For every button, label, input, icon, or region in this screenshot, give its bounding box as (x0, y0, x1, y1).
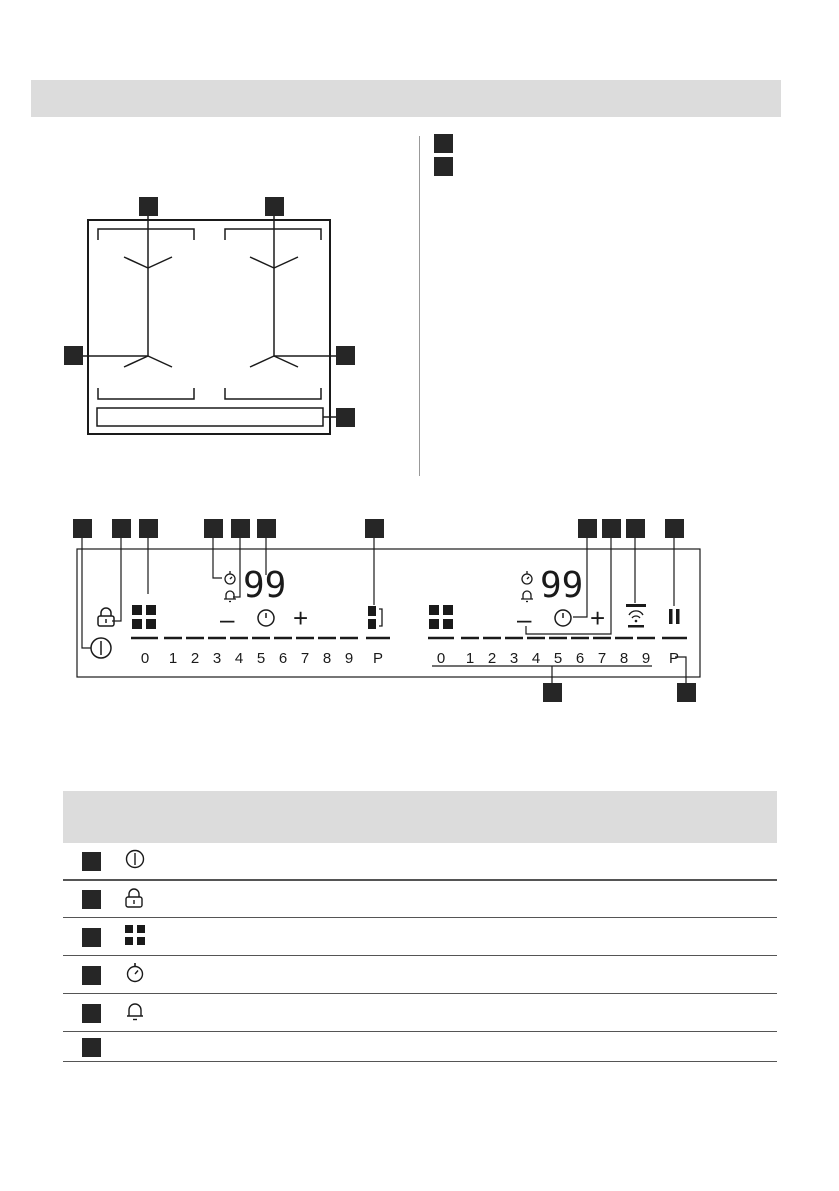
table-row-divider (63, 917, 777, 918)
table-marker (82, 1038, 101, 1057)
plus-button-left[interactable]: + (293, 603, 309, 633)
right-level-7[interactable]: 7 (597, 650, 607, 667)
right-level-0[interactable]: 0 (436, 650, 446, 667)
timer-display-left: 99 (243, 565, 287, 606)
right-level-p[interactable]: P (668, 650, 679, 667)
left-level-4[interactable]: 4 (234, 650, 244, 667)
booster-icon[interactable] (368, 606, 384, 630)
table-row-divider (63, 1031, 777, 1032)
pause-icon[interactable] (669, 609, 681, 625)
panel-marker-9 (602, 519, 621, 538)
bell-icon (125, 1002, 145, 1022)
right-level-8[interactable]: 8 (619, 650, 629, 667)
table-marker (82, 852, 101, 871)
timer-display-right: 99 (540, 565, 584, 606)
plus-button-right[interactable]: + (590, 603, 606, 633)
left-level-1[interactable]: 1 (168, 650, 178, 667)
left-level-7[interactable]: 7 (300, 650, 310, 667)
hob2hood-icon[interactable] (626, 604, 646, 628)
bell-icon (520, 589, 534, 603)
panel-marker-7 (365, 519, 384, 538)
lock-icon[interactable] (97, 607, 115, 627)
minus-button-right[interactable]: – (517, 604, 532, 634)
table-row-divider (63, 1061, 777, 1062)
grid-icon[interactable] (429, 605, 453, 629)
table-row-divider (63, 955, 777, 956)
table-row-divider (63, 879, 777, 881)
table-marker (82, 928, 101, 947)
panel-marker-4 (204, 519, 223, 538)
panel-marker-5 (231, 519, 250, 538)
right-level-1[interactable]: 1 (465, 650, 475, 667)
left-level-0[interactable]: 0 (140, 650, 150, 667)
panel-marker-3 (139, 519, 158, 538)
panel-marker-10 (626, 519, 645, 538)
right-level-4[interactable]: 4 (531, 650, 541, 667)
left-level-5[interactable]: 5 (256, 650, 266, 667)
stopwatch-icon (520, 571, 534, 585)
stopwatch-icon (125, 963, 145, 983)
right-level-6[interactable]: 6 (575, 650, 585, 667)
left-level-3[interactable]: 3 (212, 650, 222, 667)
bell-icon (223, 589, 237, 603)
table-marker (82, 890, 101, 909)
right-level-2[interactable]: 2 (487, 650, 497, 667)
panel-marker-2 (112, 519, 131, 538)
right-level-9[interactable]: 9 (641, 650, 651, 667)
stopwatch-icon (223, 571, 237, 585)
grid-icon (125, 925, 145, 945)
left-level-p[interactable]: P (372, 650, 383, 667)
table-row-divider (63, 993, 777, 994)
left-level-2[interactable]: 2 (190, 650, 200, 667)
panel-marker-1 (73, 519, 92, 538)
left-level-6[interactable]: 6 (278, 650, 288, 667)
table-marker (82, 966, 101, 985)
power-icon (125, 849, 145, 869)
lock-icon (125, 888, 143, 908)
right-level-5[interactable]: 5 (553, 650, 563, 667)
left-level-8[interactable]: 8 (322, 650, 332, 667)
panel-marker-13 (677, 683, 696, 702)
right-level-3[interactable]: 3 (509, 650, 519, 667)
table-header (63, 791, 777, 843)
panel-marker-8 (578, 519, 597, 538)
grid-icon[interactable] (132, 605, 156, 629)
minus-button-left[interactable]: – (220, 604, 235, 634)
panel-marker-11 (665, 519, 684, 538)
panel-marker-12 (543, 683, 562, 702)
left-level-9[interactable]: 9 (344, 650, 354, 667)
table-marker (82, 1004, 101, 1023)
clock-icon[interactable] (553, 608, 573, 628)
clock-icon[interactable] (256, 608, 276, 628)
panel-marker-6 (257, 519, 276, 538)
power-icon[interactable] (89, 636, 113, 660)
